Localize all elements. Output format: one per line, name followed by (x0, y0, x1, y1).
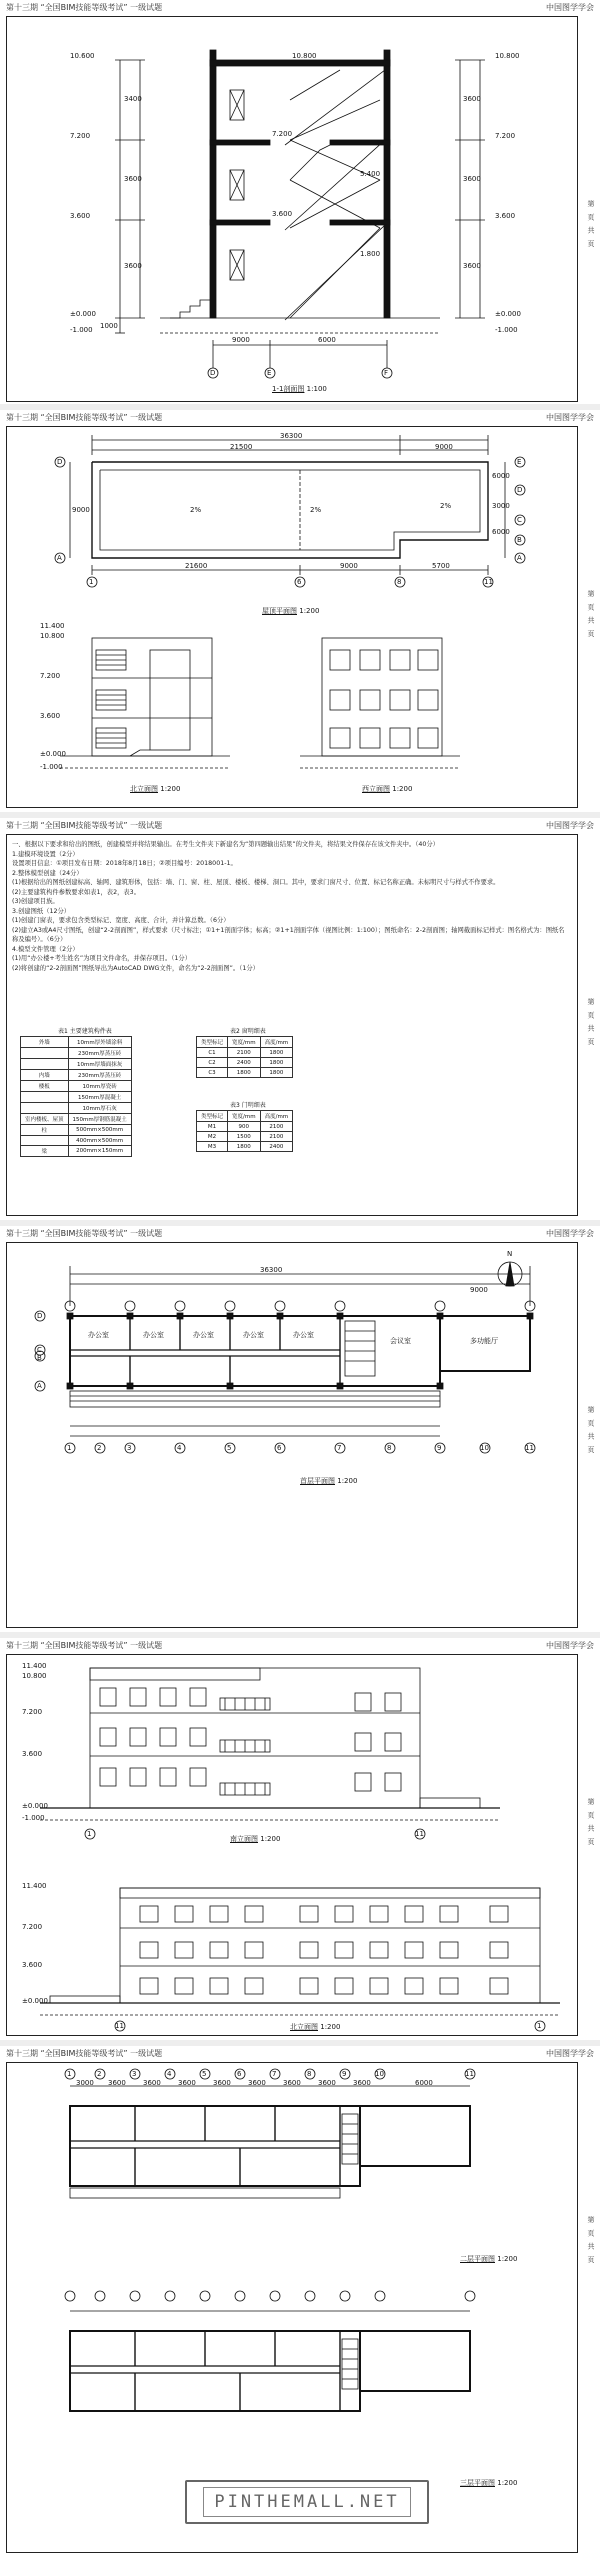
elev-level-a-5: ±0.000 (22, 1802, 48, 1810)
section-drawing (0, 0, 600, 400)
page-tag: 第 页 共 页 (587, 1406, 595, 1455)
page-tag: 第 页 共 页 (587, 590, 595, 639)
roof-axis-right-c: C (517, 516, 522, 524)
axis-f: F (384, 369, 389, 377)
dim-bottom-2: 6000 (318, 336, 336, 344)
upper-axis: 11 (465, 2070, 474, 2078)
section-title: 1-1剖面图 (272, 385, 305, 393)
elev-right-3: 3.600 (495, 212, 516, 220)
room-label: 办公室 (193, 1331, 214, 1339)
elev-level-a-2: 10.800 (22, 1672, 47, 1680)
watermark-logo (185, 2480, 429, 2524)
plan-axis-left: D (37, 1312, 43, 1320)
upper-dim: 3600 (178, 2079, 196, 2087)
elev-axis-left: 1 (87, 1830, 92, 1838)
north-elevation-caption (130, 784, 180, 794)
table-row: 外墙 10mm厚外墙涂料 (21, 1037, 132, 1048)
upper-axis: 4 (167, 2070, 172, 2078)
table-row: C3 1800 1800 (197, 1068, 293, 1078)
north-elevation-b-scale: 1:200 (320, 2023, 341, 2031)
table-row: 400mm×500mm (21, 1136, 132, 1146)
upper-axis: 6 (237, 2070, 242, 2078)
table-row: 柱 500mm×500mm (21, 1125, 132, 1136)
north-elevation-scale: 1:200 (160, 785, 181, 793)
second-floor-title: 二层平面图 (460, 2255, 495, 2263)
elev-right-2: 7.200 (495, 132, 516, 140)
elev-level-3: 7.200 (40, 672, 61, 680)
roof-dim-top: 36300 (280, 432, 303, 440)
roof-dim-right-3: 6000 (492, 528, 510, 536)
header-title: 第十三期 “全国BIM技能等级考试” 一级试题 (6, 1228, 163, 1238)
table-header-row: 类型标记 宽度/mm 高度/mm (197, 1037, 293, 1048)
ground-floor-caption (300, 1476, 357, 1486)
task-line: 2.整体模型创建（24分） (12, 869, 83, 877)
table3-title: 表3 门明细表 (230, 1102, 266, 1109)
stair-level-2: 5.400 (360, 170, 381, 178)
header-title: 第十三期 “全国BIM技能等级考试” 一级试题 (6, 412, 163, 422)
ground-floor-title: 首层平面图 (300, 1477, 335, 1485)
elev-level-6: -1.000 (40, 763, 63, 771)
stair-level-1: 7.200 (272, 130, 293, 138)
upper-floors-drawing (0, 2046, 600, 2546)
elev-level-4: 3.600 (40, 712, 61, 720)
upper-dim: 3600 (213, 2079, 231, 2087)
axis-d: D (210, 369, 216, 377)
roof-plan-caption (262, 606, 319, 616)
plan-dim-top-2: 9000 (470, 1286, 488, 1294)
dim-v-left-3: 3600 (124, 262, 142, 270)
table-row: 室内楼板、屋顶 150mm厚钢筋混凝土 (21, 1114, 132, 1125)
elev-left-1: 10.600 (70, 52, 95, 60)
plan-axis: 3 (127, 1444, 132, 1452)
task-line: (2)主要建筑构件参数要求如表1，表2，表3。 (12, 888, 140, 896)
page-tag: 第 页 共 页 (587, 2216, 595, 2265)
section-caption (272, 384, 327, 394)
table-row: M1 900 2100 (197, 1122, 293, 1132)
task-line: (1)创建门窗表，要求包含类型标记、宽度、高度、合计，并计算总数。（6分） (12, 917, 230, 924)
table-row: 内墙 230mm厚蒸压砖 (21, 1070, 132, 1081)
ground-floor-scale: 1:200 (337, 1477, 358, 1485)
task-line: 设置项目信息：①项目发布日期：2018年8月18日；②项目编号：2018001-1。 (12, 860, 237, 867)
plan-axis: 7 (337, 1444, 342, 1452)
roof-axis-1: 1 (89, 578, 94, 586)
ground-floor-drawing (0, 1226, 600, 1626)
sheet-elevations (0, 1638, 600, 2042)
plan-axis: 6 (277, 1444, 282, 1452)
plan-dim-top-1: 36300 (260, 1266, 283, 1274)
third-floor-scale: 1:200 (497, 2479, 518, 2487)
roof-dim-bottom-2: 9000 (340, 562, 358, 570)
plan-axis: 10 (480, 1444, 489, 1452)
elev-level-b-4: 3.600 (22, 1961, 43, 1969)
elev-level-b-3: 7.200 (22, 1923, 43, 1931)
upper-dim: 3000 (76, 2079, 94, 2087)
roof-dim-right-1: 6000 (492, 472, 510, 480)
south-elevation-caption (230, 1834, 280, 1844)
table-row: 150mm厚混凝土 (21, 1092, 132, 1103)
elev-left-5: -1.000 (70, 326, 93, 334)
task-line: (3)创建项目族。 (12, 898, 59, 905)
elev-level-b-5: ±0.000 (22, 1997, 48, 2005)
third-floor-caption (460, 2478, 517, 2488)
dim-v-right-1: 3600 (463, 95, 481, 103)
slope-label-2: 2% (310, 506, 322, 514)
roof-axis-11: 11 (484, 578, 493, 586)
elev-right-4: ±0.000 (495, 310, 521, 318)
elevations-drawing (0, 1638, 600, 2038)
slope-label-3: 2% (440, 502, 452, 510)
elev-level-a-6: -1.000 (22, 1814, 45, 1822)
header-org: 中国图学学会 (546, 1640, 594, 1650)
north-elevation-b-title: 北立面图 (290, 2023, 318, 2031)
dim-bottom-1: 9000 (232, 336, 250, 344)
plan-axis: 11 (525, 1444, 534, 1452)
plan-axis-left: A (37, 1382, 42, 1390)
plan-axis: 5 (227, 1444, 232, 1452)
roof-plan-title: 屋顶平面图 (262, 607, 297, 615)
elev-right-1: 10.800 (495, 52, 520, 60)
upper-axis: 7 (272, 2070, 277, 2078)
table-row: C2 2400 1800 (197, 1058, 293, 1068)
elev-axis-right: 11 (415, 1830, 424, 1838)
sheet-task (0, 818, 600, 1222)
elev-right-5: -1.000 (495, 326, 518, 334)
roof-dim-bottom-3: 5700 (432, 562, 450, 570)
roof-axis-right-d: D (517, 486, 523, 494)
table-row: 10mm厚墙面抹灰 (21, 1059, 132, 1070)
upper-axis: 9 (342, 2070, 347, 2078)
task-description (12, 840, 570, 973)
upper-axis: 2 (97, 2070, 102, 2078)
roof-axis-left-d: D (57, 458, 63, 466)
elev-level-5: ±0.000 (40, 750, 66, 758)
table-row: C1 2100 1800 (197, 1048, 293, 1058)
roof-level: 10.800 (292, 52, 317, 60)
table-row: M3 1800 2400 (197, 1142, 293, 1152)
roof-axis-right-a: A (517, 554, 522, 562)
stair-level-4: 1.800 (360, 250, 381, 258)
room-label: 会议室 (390, 1337, 411, 1345)
roof-dim-left: 9000 (72, 506, 90, 514)
table-doors (196, 1110, 293, 1152)
axis-e: E (267, 369, 272, 377)
plan-axis-left: C (37, 1346, 42, 1354)
plan-axis: 9 (437, 1444, 442, 1452)
table2-title: 表2 窗明细表 (230, 1028, 266, 1035)
elev-axis-b-left: 11 (115, 2022, 124, 2030)
task-line: (1)用“办公楼+考生姓名”为项目文件命名，并保存项目。（1分） (12, 955, 191, 962)
elev-left-3: 3.600 (70, 212, 91, 220)
elev-level-1: 11.400 (40, 622, 65, 630)
table-row: 梁 200mm×150mm (21, 1146, 132, 1157)
roof-axis-left-a: A (57, 554, 62, 562)
upper-axis: 8 (307, 2070, 312, 2078)
table-windows (196, 1036, 293, 1078)
table-row: 楼板 10mm厚瓷砖 (21, 1081, 132, 1092)
upper-dim: 3600 (283, 2079, 301, 2087)
header-org: 中国图学学会 (546, 820, 594, 830)
upper-dim: 3600 (143, 2079, 161, 2087)
elev-left-2: 7.200 (70, 132, 91, 140)
sheet-section (0, 0, 600, 408)
upper-axis: 10 (375, 2070, 384, 2078)
room-label: 办公室 (143, 1331, 164, 1339)
section-scale: 1:100 (306, 385, 327, 393)
header-title: 第十三期 “全国BIM技能等级考试” 一级试题 (6, 1640, 163, 1650)
upper-axis: 5 (202, 2070, 207, 2078)
sheet-header (6, 818, 594, 832)
header-title: 第十三期 “全国BIM技能等级考试” 一级试题 (6, 2, 163, 12)
sheet-roof (0, 410, 600, 814)
north-elevation-b-caption (290, 2022, 340, 2032)
dim-v-left-2: 3600 (124, 175, 142, 183)
task-line: (2)建立A3或A4尺寸图纸，创建“2-2剖面图”，样式要求（尺寸标注；①1+1剖面字体；标高；②1+1剖面字体（视图比例：1:100）；图纸命名：2-2剖面图；轴网截面标记样式：图名格式为：图纸名称及编号）。（6分） (12, 926, 565, 943)
elev-level-2: 10.800 (40, 632, 65, 640)
upper-dim: 6000 (415, 2079, 433, 2087)
elev-level-b-1: 11.400 (22, 1882, 47, 1890)
second-floor-caption (460, 2254, 517, 2264)
west-elevation-scale: 1:200 (392, 785, 413, 793)
elev-level-a-4: 3.600 (22, 1750, 43, 1758)
table1-title: 表1 主要建筑构件表 (58, 1028, 112, 1035)
watermark-text: PINTHEMALL.NET (203, 2487, 410, 2517)
elev-left-4: ±0.000 (70, 310, 96, 318)
roof-dim-top-3: 9000 (435, 443, 453, 451)
roof-dim-bottom-1: 21600 (185, 562, 208, 570)
elev-axis-b-right: 1 (537, 2022, 542, 2030)
stair-level-3: 3.600 (272, 210, 293, 218)
upper-dim: 3600 (108, 2079, 126, 2087)
roof-dim-right-2: 3000 (492, 502, 510, 510)
roof-axis-6: 6 (297, 578, 302, 586)
page-tag: 第 页 共 页 (587, 200, 595, 249)
elev-level-a-3: 7.200 (22, 1708, 43, 1716)
task-line: (1)根据给出的图纸创建标高、轴网、建筑形体，包括：墙、门、窗、柱、屋顶、楼板、楼梯、洞口。其中，要求门窗尺寸、位置、标记名称正确。未标明尺寸与样式不作要求。 (12, 879, 500, 886)
upper-dim: 3600 (353, 2079, 371, 2087)
page-tag: 第 页 共 页 (587, 1798, 595, 1847)
dim-v-left-1: 3400 (124, 95, 142, 103)
roof-axis-right-b: B (517, 536, 522, 544)
plan-axis: 4 (177, 1444, 182, 1452)
room-label: 多功能厅 (470, 1337, 498, 1345)
table-components (20, 1036, 132, 1157)
upper-axis: 3 (132, 2070, 137, 2078)
upper-axis: 1 (67, 2070, 72, 2078)
upper-dim: 3600 (248, 2079, 266, 2087)
dim-v-right-2: 3600 (463, 175, 481, 183)
room-label: 办公室 (88, 1331, 109, 1339)
west-elevation-caption (362, 784, 412, 794)
slope-label-1: 2% (190, 506, 202, 514)
table-header-row: 类型标记 宽度/mm 高度/mm (197, 1111, 293, 1122)
sheet-ground-floor (0, 1226, 600, 1634)
task-line: (2)将创建的“2-2剖面图”图纸导出为AutoCAD DWG文件，命名为“2-2剖面图”。（1分） (12, 964, 259, 972)
plan-axis: 8 (387, 1444, 392, 1452)
south-elevation-title: 南立面图 (230, 1835, 258, 1843)
header-title: 第十三期 “全国BIM技能等级考试” 一级试题 (6, 820, 163, 830)
dim-v-right-3: 3600 (463, 262, 481, 270)
task-line: 3.创建图纸（12分） (12, 907, 71, 915)
roof-axis-8: 8 (397, 578, 402, 586)
page-tag: 第 页 共 页 (587, 998, 595, 1047)
table-row: 10mm厚石灰 (21, 1103, 132, 1114)
second-floor-scale: 1:200 (497, 2255, 518, 2263)
dim-v-left-4: 1000 (100, 322, 118, 330)
roof-axis-right-e: E (517, 458, 522, 466)
header-org: 中国图学学会 (546, 2, 594, 12)
plan-axis: 1 (67, 1444, 72, 1452)
third-floor-title: 三层平面图 (460, 2479, 495, 2487)
task-line: 1.建模环境设置（2分） (12, 850, 79, 858)
table-row: M2 1500 2100 (197, 1132, 293, 1142)
room-label: 办公室 (293, 1331, 314, 1339)
table-row: 230mm厚蒸压砖 (21, 1048, 132, 1059)
header-org: 中国图学学会 (546, 412, 594, 422)
room-label: 办公室 (243, 1331, 264, 1339)
elev-level-a-1: 11.400 (22, 1662, 47, 1670)
west-elevation-title: 西立面图 (362, 785, 390, 793)
plan-axis-left: B (37, 1354, 42, 1362)
north-elevation-title: 北立面图 (130, 785, 158, 793)
header-title: 第十三期 “全国BIM技能等级考试” 一级试题 (6, 2048, 163, 2058)
roof-plan-scale: 1:200 (299, 607, 320, 615)
task-title: 一、根据以下要求和给出的图纸，创建模型并将结果输出。在考生文件夹下新建名为“第四题输出结果”的文件夹，将结果文件保存在该文件夹中。（40分） (12, 841, 439, 848)
north-label: N (507, 1250, 513, 1258)
upper-dim: 3600 (318, 2079, 336, 2087)
roof-dim-top-2: 21500 (230, 443, 253, 451)
header-org: 中国图学学会 (546, 1228, 594, 1238)
task-line: 4.模型文件管理（2分） (12, 945, 79, 953)
south-elevation-scale: 1:200 (260, 1835, 281, 1843)
plan-axis: 2 (97, 1444, 102, 1452)
header-org: 中国图学学会 (546, 2048, 594, 2058)
